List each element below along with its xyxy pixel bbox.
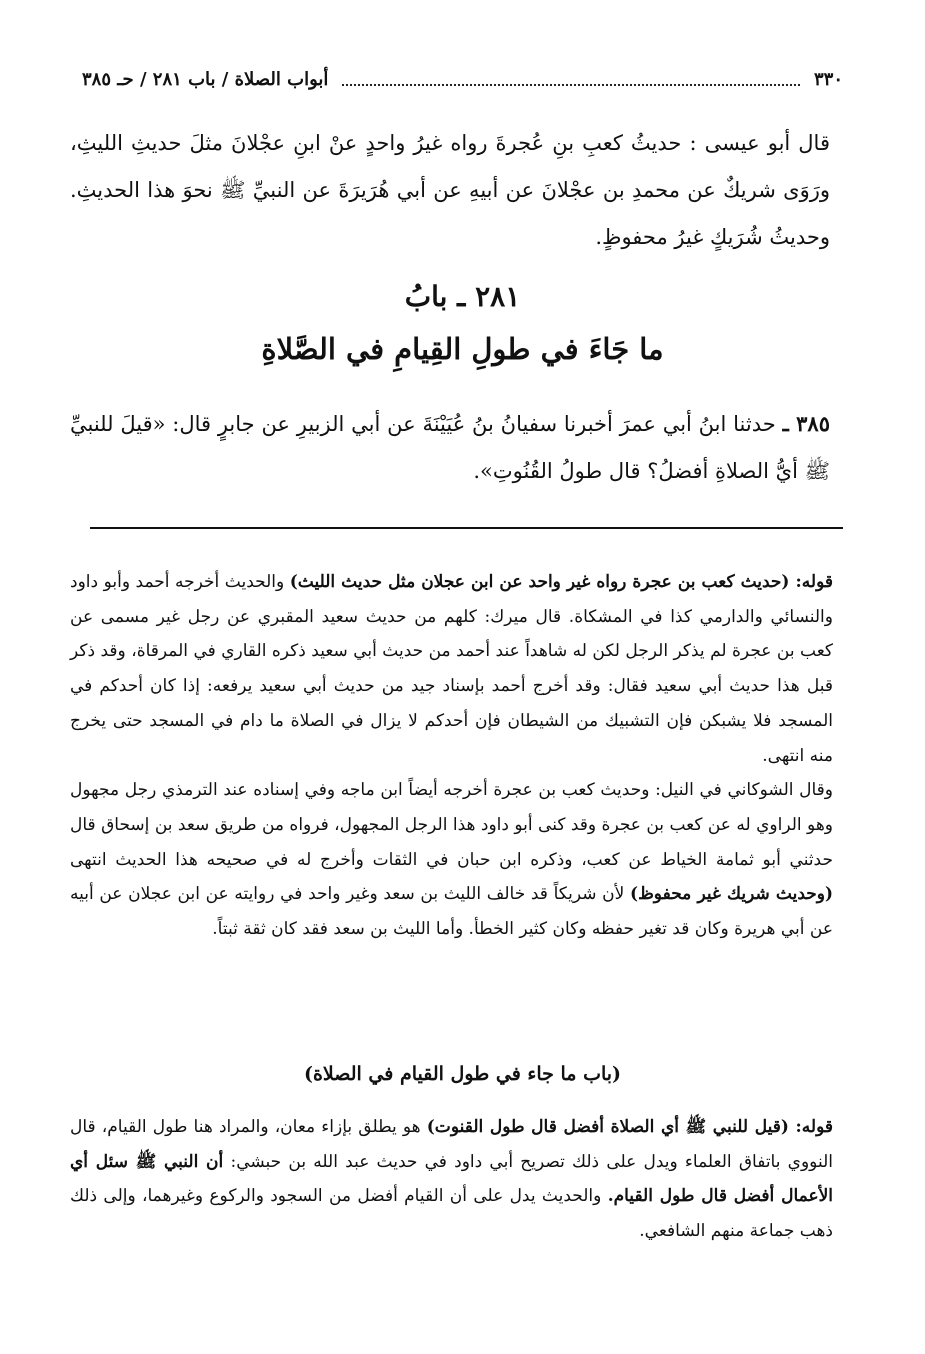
- hadith-text: حدثنا ابنُ أبي عمرَ أخبرنا سفيانُ بنُ عُيَيْنَةَ عن أبي الزبيرِ عن جابرٍ قال: «قيلَ للنبيِّ ﷺ أيُّ الصلاةِ أفضلُ؟ قال طولُ القُنُوتِ».: [70, 412, 830, 483]
- chapter-title: ما جَاءَ في طولِ القِيامِ في الصَّلاةِ: [261, 332, 664, 366]
- commentary2-text-b: والحديث يدل على أن القيام أفضل من السجود والركوع وغيرهما، وإلى ذلك ذهب جماعة منهم الشافعي.: [70, 1186, 833, 1242]
- commentary-subheading: (باب ما جاء في طول القيام في الصلاة): [303, 1063, 622, 1085]
- header-dotted-leader: [342, 72, 800, 86]
- commentary2-lead: قوله: (قيل للنبي ﷺ أي الصلاة أفضل قال طول القنوت): [426, 1117, 833, 1137]
- commentary-block: [70, 565, 833, 947]
- commentary2-text-a: هو يطلق بإزاء معان، والمراد هنا طول القيام، قال النووي باتفاق العلماء ويدل على ذلك تصريح أبي داود في حديث عبد الله بن حبشي:: [70, 1117, 833, 1172]
- commentary2-text-bold: أن النبي ﷺ سئل أي الأعمال أفضل قال طول القيام.: [70, 1151, 834, 1207]
- page-header: [82, 64, 843, 94]
- hadith-paragraph: [70, 400, 830, 495]
- commentary-block-2: [70, 1110, 833, 1249]
- commentary-lead: قوله: (حديث كعب بن عجرة رواه غير واحد عن ابن عجلان مثل حديث الليث): [289, 572, 833, 592]
- commentary-paragraph-2-bold: (وحديث شريك غير محفوظ): [630, 884, 834, 905]
- commentary-paragraph-1: والحديث أخرجه أحمد وأبو داود والنسائي والدارمي كذا في المشكاة. قال ميرك: كلهم من حديث سعيد المقبري عن رجل غير مسمى عن كعب بن عجرة لم يذكر الرجل لكن له شاهداً عند أحمد من حديث أبي سعيد ذكره القاري في المرقاة، وقد ذكر قبل هذا حديث أبي سعيد فقال: وقد أخرج أحمد بإسناد جيد من حديث أبي سعيد يرفعه: إذا كان أحدكم في المسجد فلا يشبكن فإن التشبيك من الشيطان فإن أحدكم لا يزال في الصلاة ما دام في المسجد حتى يخرج منه انتهى.: [70, 572, 833, 766]
- hadith-number: ٣٨٥ ـ: [782, 411, 830, 436]
- footnote-divider: [90, 527, 843, 529]
- chapter-number: ٢٨١ ـ بابُ: [404, 280, 521, 313]
- main-text-paragraph: قال أبو عيسى : حديثُ كعبِ بنِ عُجرةَ رواه غيرُ واحدٍ عنْ ابنِ عجْلانَ مثلَ حديثِ الليثِ، ورَوَى شريكٌ عن محمدِ بن عجْلانَ عن أبيهِ عن أبي هُرَيرَةَ عن النبيِّ ﷺ نحوَ هذا الحديثِ. وحديثُ شُرَيكٍ غيرُ محفوظٍ.: [70, 131, 830, 249]
- running-title: أبواب الصلاة / باب ٢٨١ / حـ ٣٨٥: [82, 68, 329, 90]
- commentary-paragraph-2a: وقال الشوكاني في النيل: وحديث كعب بن عجرة أخرجه أيضاً ابن ماجه وفي إسناده عند الترمذي رجل مجهول وهو الراوي له عن كعب بن عجرة وقد كنى أبو داود هذا الرجل المجهول، فرواه من طريق سعد بن إسحاق قال حدثني أبو ثمامة الخياط عن كعب، وذكره ابن حبان في الثقات وأخرج له في صحيحه هذا الحديث انتهى: [70, 780, 833, 870]
- page-number: ٣٣٠: [813, 68, 843, 90]
- commentary-paragraph-2b: لأن شريكاً قد خالف الليث بن سعد وغير واحد في روايته عن ابن عجلان عن أبيه عن أبي هريرة وكان قد تغير حفظه وكان كثير الخطأ. وأما الليث بن سعد فقد كان ثقة ثبتاً.: [70, 884, 833, 940]
